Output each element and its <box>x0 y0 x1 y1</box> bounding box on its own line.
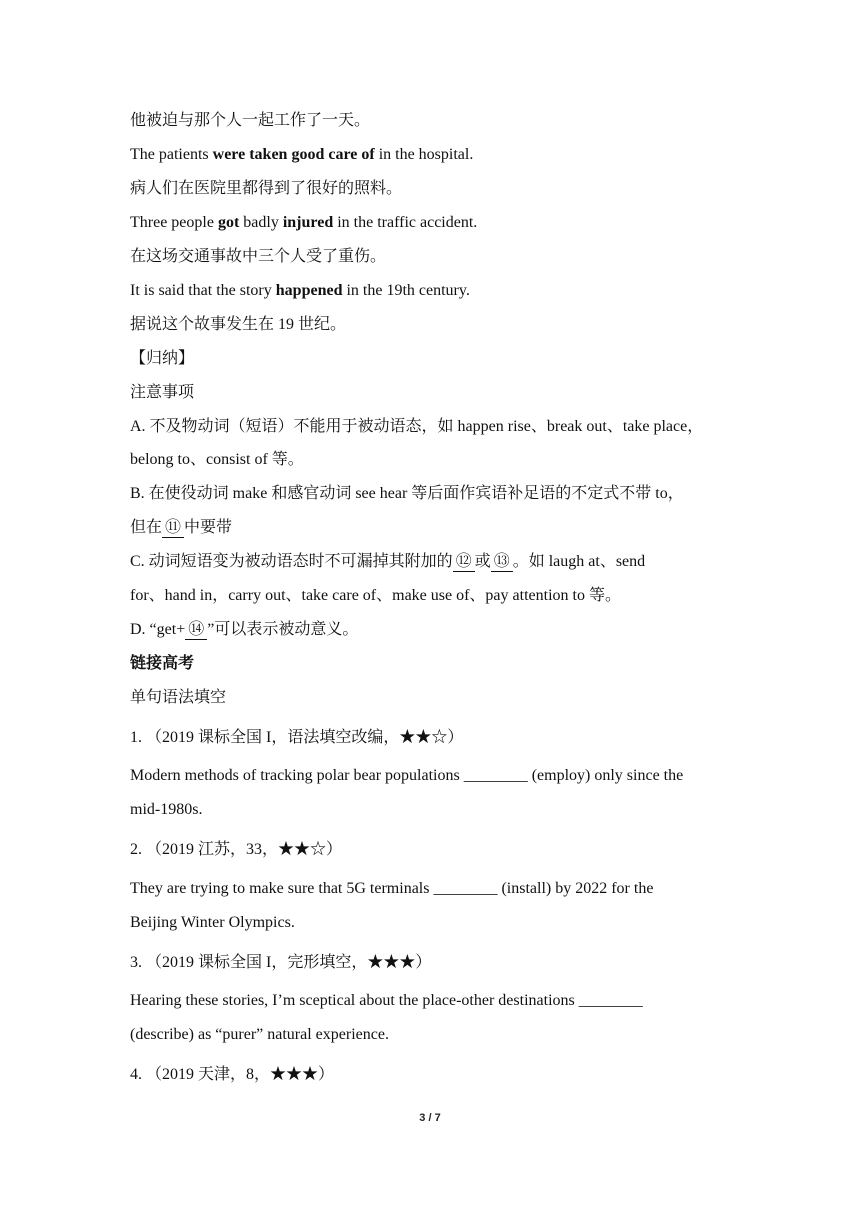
question-1-line-1: Modern methods of tracking polar bear populations ________ (employ) only since the <box>130 767 684 784</box>
bold-word: happened <box>275 282 343 299</box>
note-c-line-1 <box>130 551 730 573</box>
page-number: 3 / 7 <box>419 1112 441 1124</box>
bold-word: injured <box>282 214 334 231</box>
note-c-line-2: for、hand in，carry out、take care of、make use of、pay attention to 等。 <box>130 587 621 604</box>
text: 但在 <box>130 519 163 536</box>
bold-word: got <box>217 214 240 231</box>
question-1-line-2: mid-1980s. <box>130 801 203 818</box>
example-3-english <box>130 212 730 234</box>
blank-13[interactable]: ⑬ <box>491 553 513 572</box>
question-2-line-1: They are trying to make sure that 5G terminals ________ (install) by 2022 for the <box>130 880 654 897</box>
blank-12[interactable]: ⑫ <box>453 553 475 572</box>
question-3-label: 3. （2019 课标全国 I，完形填空，★★★） <box>130 954 432 971</box>
text: Three people <box>130 214 218 231</box>
question-2-label: 2. （2019 江苏，33，★★☆） <box>130 841 343 858</box>
text: 。如 laugh at、send <box>512 553 646 570</box>
text: D. “get+ <box>130 621 186 638</box>
note-d <box>130 619 730 641</box>
example-2-chinese: 病人们在医院里都得到了很好的照料。 <box>130 180 403 197</box>
text: It is said that the story <box>130 282 276 299</box>
example-4-english <box>130 280 730 302</box>
text: 中要带 <box>184 519 233 536</box>
text: The patients <box>130 146 213 163</box>
text: in the traffic accident. <box>333 214 478 231</box>
note-a-line-1: A. 不及物动词（短语）不能用于被动语态，如 happen rise、break out、take place， <box>130 418 704 435</box>
example-4-chinese: 据说这个故事发生在 19 世纪。 <box>130 316 347 333</box>
note-b-line-1: B. 在使役动词 make 和感官动词 see hear 等后面作宾语补足语的不定式不带 to， <box>130 485 684 502</box>
blank-14[interactable]: ⑭ <box>185 621 207 640</box>
bold-phrase: were taken good care of <box>212 146 375 163</box>
gaokao-subheading: 单句语法填空 <box>130 689 227 706</box>
text: 或 <box>474 553 491 570</box>
question-1-label: 1. （2019 课标全国 I，语法填空改编，★★☆） <box>130 729 464 746</box>
question-3-line-1: Hearing these stories, I’m sceptical about the place-other destinations ________ <box>130 992 643 1009</box>
blank-11[interactable]: ⑪ <box>162 519 184 538</box>
text: badly <box>239 214 283 231</box>
summary-heading: 【归纳】 <box>130 350 195 367</box>
note-a-line-2: belong to、consist of 等。 <box>130 451 304 468</box>
text: ”可以表示被动意义。 <box>207 621 359 638</box>
example-3-chinese: 在这场交通事故中三个人受了重伤。 <box>130 248 387 265</box>
note-b-line-2 <box>130 517 730 539</box>
text: in the 19th century. <box>342 282 470 299</box>
text: in the hospital. <box>374 146 474 163</box>
example-2-english <box>130 144 730 166</box>
text: C. 动词短语变为被动语态时不可漏掉其附加的 <box>130 553 453 570</box>
question-2-line-2: Beijing Winter Olympics. <box>130 914 295 931</box>
gaokao-heading: 链接高考 <box>130 655 195 672</box>
question-4-label: 4. （2019 天津，8，★★★） <box>130 1066 335 1083</box>
example-1-chinese: 他被迫与那个人一起工作了一天。 <box>130 112 371 129</box>
question-3-line-2: (describe) as “purer” natural experience. <box>130 1026 389 1043</box>
summary-subheading: 注意事项 <box>130 384 195 401</box>
